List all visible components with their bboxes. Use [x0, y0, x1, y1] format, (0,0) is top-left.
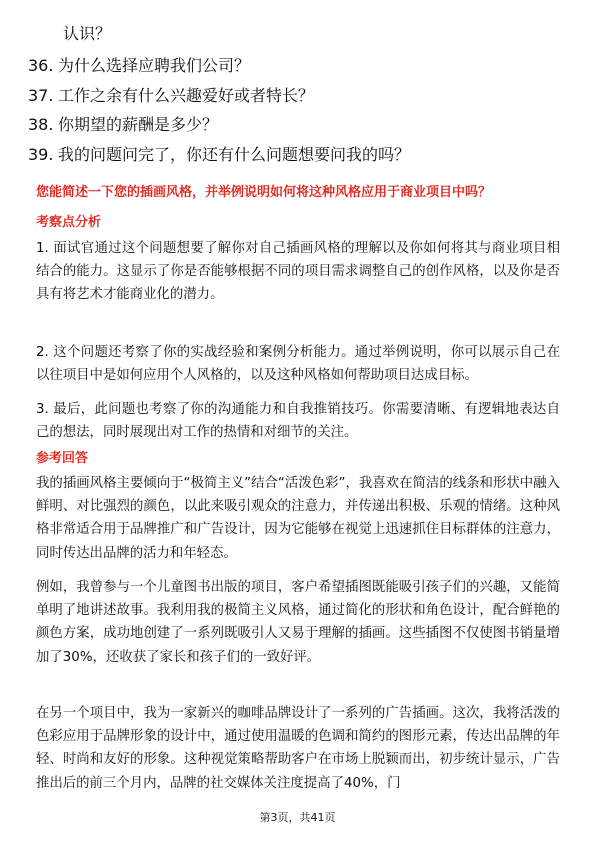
list-item: [28, 56, 250, 76]
list-item-number: 38.: [28, 115, 54, 134]
list-item-number: 37.: [28, 86, 54, 105]
featured-question: 您能简述一下您的插画风格，并举例说明如何将这种风格应用于商业项目中吗？: [36, 185, 492, 200]
analysis-paragraph: 2. 这个问题还考察了你的实战经验和案例分析能力。通过举例说明，你可以展示自己在以往项目中是如何应用个人风格的，以及这种风格如何帮助项目达成目标。: [36, 345, 560, 384]
list-item-text: 工作之余有什么兴趣爱好或者特长？: [58, 86, 315, 105]
list-item-number: 39.: [28, 145, 54, 164]
analysis-paragraph: 1. 面试官通过这个问题想要了解你对自己插画风格的理解以及你如何将其与商业项目相结合的能力。这显示了你是否能够根据不同的项目需求调整自己的创作风格，以及你是否具有将艺术才能商业化的潜力。: [36, 241, 560, 303]
answer-paragraph: 在另一个项目中，我为一家新兴的咖啡品牌设计了一系列的广告插画。这次，我将活泼的色彩应用于品牌形象的设计中，通过使用温暖的色调和简约的图形元素，传达出品牌的年轻、时尚和友好的形象。这种视觉策略帮助客户在市场上脱颖而出，初步统计显示，广告推出后的前三个月内，品牌的社交媒体关注度提高了40%，门: [36, 706, 560, 791]
analysis-heading: 考察点分析: [36, 215, 102, 230]
list-item-text: 你期望的薪酬是多少？: [58, 115, 219, 134]
list-item-text: 我的问题问完了，你还有什么问题想要问我的吗？: [58, 145, 411, 164]
answer-heading: 参考回答: [36, 451, 89, 466]
list-item: [28, 115, 218, 135]
page-number: 第3页，共41页: [259, 811, 336, 824]
list-item: [28, 86, 314, 106]
list-item-number: 36.: [28, 56, 54, 75]
list-item: [28, 145, 410, 165]
analysis-paragraph: 3. 最后，此问题也考察了你的沟通能力和自我推销技巧。你需要清晰、有逻辑地表达自己的想法，同时展现出对工作的热情和对细节的关注。: [36, 402, 560, 441]
answer-paragraph: 例如，我曾参与一个儿童图书出版的项目，客户希望插图既能吸引孩子们的兴趣，又能简单明了地讲述故事。我利用我的极简主义风格，通过简化的形状和角色设计，配合鲜艳的颜色方案，成功地创建了一系列既吸引人又易于理解的插画。这些插图不仅使图书销量增加了30%，还收获了家长和孩子们的一致好评。: [36, 580, 560, 665]
question-continuation: 认识？: [63, 24, 112, 43]
list-item-text: 为什么选择应聘我们公司？: [58, 56, 251, 75]
answer-paragraph: 我的插画风格主要倾向于“极简主义”结合“活泼色彩”，我喜欢在简洁的线条和形状中融入鲜明、对比强烈的颜色，以此来吸引观众的注意力，并传递出积极、乐观的情绪。这种风格非常适合用于品牌推广和广告设计，因为它能够在视觉上迅速抓住目标群体的注意力，同时传达出品牌的活力和年轻态。: [36, 476, 560, 561]
